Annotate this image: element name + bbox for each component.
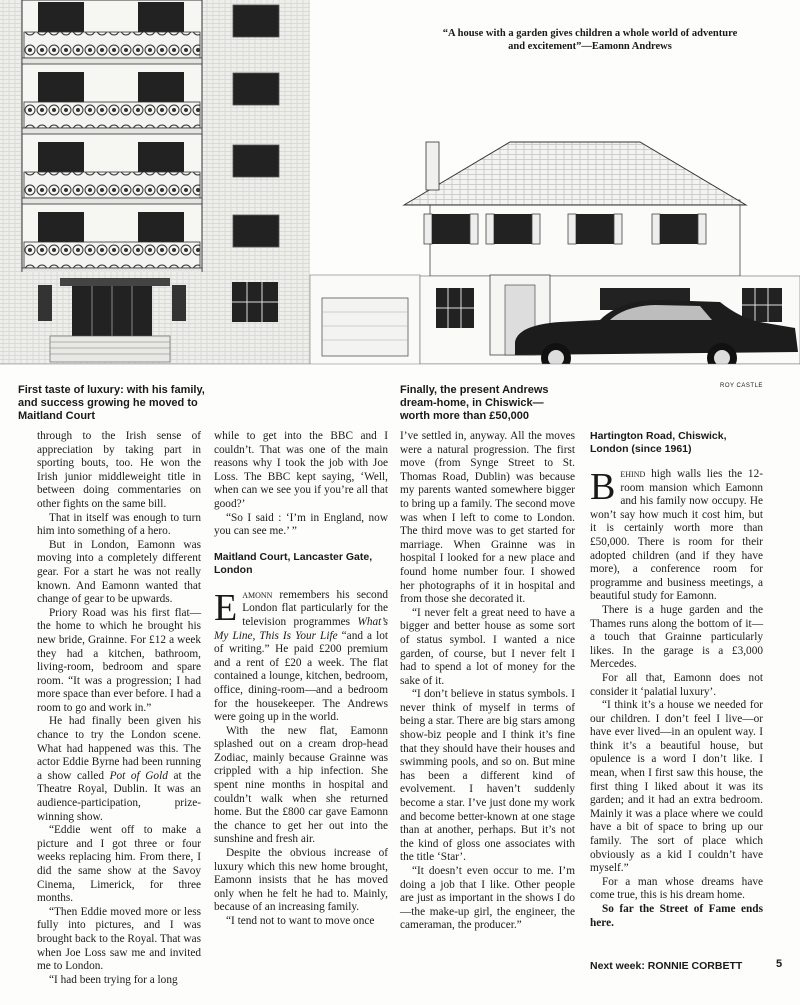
drop-cap: B bbox=[590, 466, 616, 508]
pull-quote: “A house with a garden gives children a whole world of adventure and excitement”—Eamonn Andrews bbox=[442, 28, 738, 52]
buildings-illustration bbox=[0, 0, 800, 380]
paragraph: For all that, Eamonn does not consider it ‘palatial luxury’. bbox=[590, 671, 763, 698]
paragraph: Behind high walls lies the 12-room mansion which Eamonn and his family now occupy. He won’t say how much it cost him, but it is certainly worth more than £50,000. There is room for their adopted children (and if they have more), a conference room for programme and business meetings, a beautiful study for Eamonn. bbox=[590, 466, 763, 603]
column-2 bbox=[214, 430, 388, 929]
drop-cap: E bbox=[214, 586, 238, 629]
paragraph: But in London, Eamonn was moving into a completely different gear. For a start he was not really known. And Eamonn wanted that change of gear to be upwards. bbox=[37, 538, 201, 606]
paragraph: Priory Road was his first flat—the home to which he brought his new bride, Grainne. For £12 a week they had a kitchen, bathroom, living-room, bedroom and spare room. “It was a progression; I had more space than ever before. I had a room to go and work in.” bbox=[37, 606, 201, 714]
paragraph: “I had been trying for a long bbox=[49, 973, 178, 986]
column-1 bbox=[37, 430, 201, 987]
paragraph: He had finally been given his chance to try the London scene. What had happened was this. The actor Eddie Byrne had been running a show called Pot of Gold at the Theatre Royal, Dublin. It was an audience-participation, prize-winning show. bbox=[37, 715, 201, 823]
paragraph: “It doesn’t even occur to me. I’m doing a job that I like. Other people are just as important in the shows I do—the make-up girl, the engineer, the cameraman, the producer.” bbox=[400, 865, 575, 932]
page-number: 5 bbox=[776, 958, 783, 970]
paragraph: That in itself was enough to turn him into something of a hero. bbox=[37, 511, 201, 538]
section-heading-maitland: Maitland Court, Lancaster Gate, London bbox=[214, 550, 373, 576]
next-week-footer: Next week: RONNIE CORBETT bbox=[590, 960, 743, 972]
paragraph: For a man whose dreams have come true, this is his dream home. bbox=[590, 875, 763, 902]
paragraph: Eamonn remembers his second London flat particularly for the television programmes What’s My Line, This Is Your Life “and a lot of writing.” He paid £200 premium and a rent of £20 a week. The flat contained a lounge, kitchen, bedroom, office, dining-room—and a bedroom for the housekeeper. The Andrews were going up in the world. bbox=[214, 586, 388, 724]
column-3 bbox=[400, 430, 575, 933]
paragraph: I’ve settled in, anyway. All the moves were a natural progression. The first move (from Synge Street to St. Thomas Road, Dublin) was because my parents wanted somewhere bigger to bring up a family. The second move was when I left to come to London. The third move was to get started for marriage. When Grainne was in hospital I looked for a new place and found home number four. I showed her photographs of it in hospital and from those she decorated it. bbox=[400, 430, 575, 606]
caption-left: First taste of luxury: with his family, and success growing he moved to Maitland Court bbox=[18, 384, 205, 422]
paragraph: “So I said : ‘I’m in England, now you can see me.’ ” bbox=[214, 511, 388, 538]
section-heading-hartington: Hartington Road, Chiswick, London (since 1961) bbox=[590, 430, 727, 455]
apartment-block bbox=[0, 0, 310, 365]
photo-credit: ROY CASTLE bbox=[720, 383, 763, 389]
paragraph: “I tend not to want to move once bbox=[226, 915, 375, 927]
column-4 bbox=[590, 430, 763, 930]
paragraph: through to the Irish sense of appreciation by taking part in sporting bouts, too. He won the Irish junior middleweight title in between doing commentaries on other fights on the same bill. bbox=[37, 430, 201, 510]
caption-right: Finally, the present Andrews dream-home, in Chiswick—worth more than £50,000 bbox=[400, 384, 549, 422]
paragraph: There is a huge garden and the Thames runs along the bottom of it—a touch that Grainne particularly likes. In the garage is a £3,000 Mercedes. bbox=[590, 603, 763, 671]
paragraph: while to get into the BBC and I couldn’t. That was one of the main reasons why I took the job with Joe Loss. The BBC kept saying, ‘Well, when can we see you if you’re all that good?’ bbox=[214, 430, 388, 510]
paragraph: Despite the obvious increase of luxury which this new home brought, Eamonn insists that he has moved only when he felt he had to. Mainly, because of an increasing family. bbox=[214, 847, 388, 914]
paragraph: “I never felt a great need to have a bigger and better house as some sort of status symbol. I wanted a nice garden, of course, but I never felt I had to spend a lot of money for the sake of it. bbox=[400, 606, 575, 687]
paragraph: “Eddie went off to make a picture and I got three or four weeks replacing him. From there, I did the same show at the Savoy Cinema, Limerick, for three months. bbox=[37, 824, 201, 905]
paragraph: “I think it’s a house we needed for our children. I don’t feel I live—or have ever lived—in an opulent way. I think it’s a beautiful house, but opulence is a word I don’t like. I mean, when I first saw this house, the first thing I liked about it was its garden; and it had an extra bedroom. Mainly it was a place where we could have a bit of space to bring up our family. The sort of place which obviously as a kid I couldn’t have myself.” bbox=[590, 699, 763, 875]
paragraph: So far the Street of Fame ends here. bbox=[590, 903, 763, 929]
paragraph: “Then Eddie moved more or less fully into pictures, and I was brought back to the Royal. That was when Joe Loss saw me and invited me to London. bbox=[37, 905, 201, 973]
paragraph: “I don’t believe in status symbols. I never think of myself in terms of being a star. There are big stars among show-biz people and I think it’s fine that they should have their houses and swimming pools, and so on. But mine has been a different kind of evolvement. I haven’t suddenly become a star. I’ve just done my work and become better-known at one stage than at another, perhaps. But it’s not the kind of gloss one associates with the title ‘Star’. bbox=[400, 688, 575, 864]
paragraph: With the new flat, Eamonn splashed out on a cream drop-head Zodiac, mainly because Grainne was crippled with a hip infection. She spent nine months in hospital and couldn’t walk when she returned home. But the £800 car gave Eamonn the chance to get her out into the sunshine and fresh air. bbox=[214, 724, 388, 846]
